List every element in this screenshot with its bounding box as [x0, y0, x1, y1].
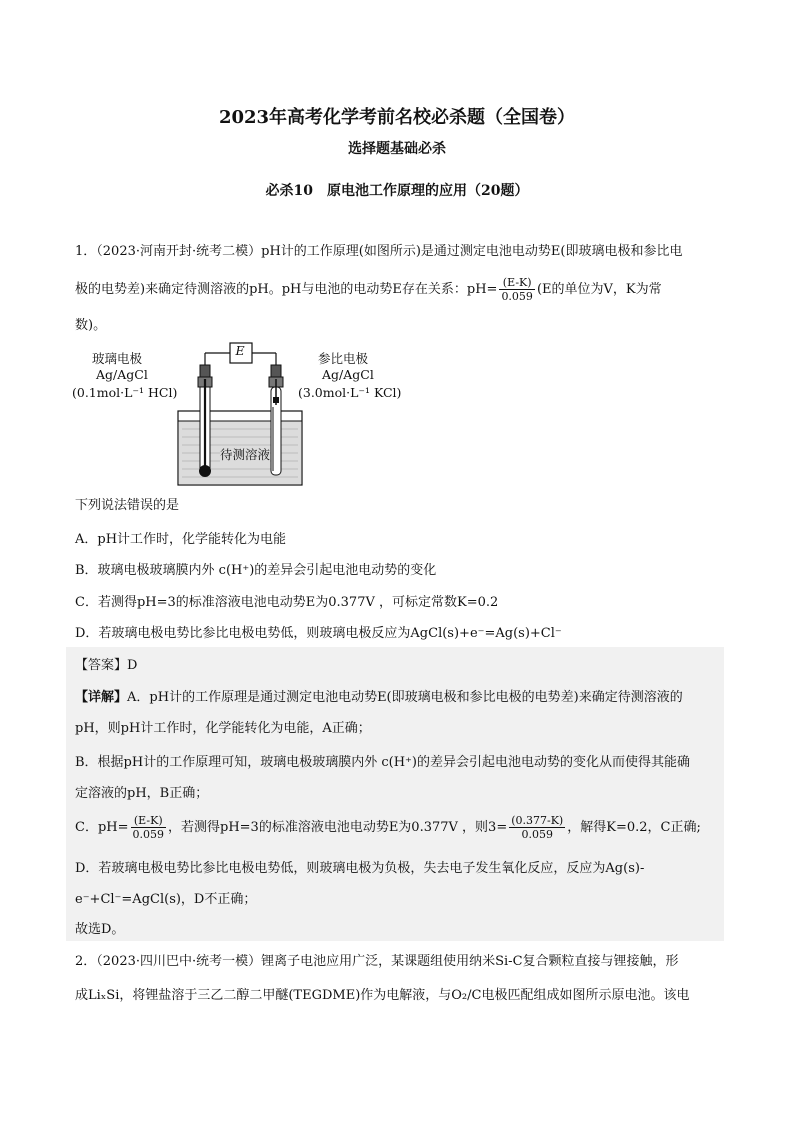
- q1-detail-line-3: B．根据pH计的工作原理可知，玻璃电极玻璃膜内外 c(H⁺)的差异会引起电池电动势的变化从而使得其能确: [75, 755, 690, 770]
- detail-text-1: A．pH计的工作原理是通过测定电池电动势E(即玻璃电极和参比电极的电势差)来确定待测溶液的: [127, 690, 683, 705]
- q1-option-b: B．玻璃电极玻璃膜内外 c(H⁺)的差异会引起电池电动势的变化: [75, 563, 437, 578]
- fraction-denominator: 0.059: [501, 290, 533, 303]
- fraction-denominator: 0.059: [521, 828, 553, 841]
- detail-5-text-a: C．pH=: [75, 820, 129, 835]
- detail-5-text-c: ，解得K=0.2，C正确;: [567, 820, 701, 835]
- fraction-numerator: (0.377-K): [511, 814, 564, 827]
- q1-stem-line-1: 1．（2023·河南开封·统考二模）pH计的工作原理(如图所示)是通过测定电池电动势E(即玻璃电极和参比电: [75, 244, 683, 259]
- q2-line-1: 2．（2023·四川巴中·统考一模）锂离子电池应用广泛，某课题组使用纳米Si-C复合颗粒直接与锂接触，形: [75, 954, 679, 969]
- fraction-numerator: (E-K): [499, 276, 535, 290]
- q1-detail-line-8: 故选D。: [75, 922, 125, 937]
- q1-answer: 【答案】D: [75, 658, 138, 673]
- q1-option-c: C．若测得pH=3的标准溶液电池电动势E为0.377V ，可标定常数K=0.2: [75, 595, 499, 610]
- detail-5-fraction-1: [131, 814, 167, 841]
- q1-option-a: A．pH计工作时，化学能转化为电能: [75, 532, 287, 547]
- q1-detail-line-1: [75, 686, 723, 705]
- glass-electrode-material: Ag/AgCl: [96, 367, 148, 382]
- emf-label: E: [235, 343, 245, 358]
- reference-electrode-label: 参比电极: [318, 351, 369, 366]
- q1-detail-line-6: D．若玻璃电极电势比参比电极电势低，则玻璃电极为负极，失去电子发生氧化反应，反应为Ag(s)-: [75, 861, 645, 876]
- solution-label: 待测溶液: [220, 447, 271, 462]
- detail-5-text-b: ，若测得pH=3的标准溶液电池电动势E为0.377V ，则3=: [168, 820, 508, 835]
- section-heading: 必杀10 原电池工作原理的应用（20题）: [265, 183, 529, 199]
- q1-detail-line-4: 定溶液的pH，B正确；: [75, 786, 209, 801]
- reference-electrode-solution: (3.0mol·L⁻¹ KCl): [298, 385, 402, 400]
- detail-5-fraction-2: [509, 814, 565, 841]
- glass-electrode-solution: (0.1mol·L⁻¹ HCl): [72, 385, 178, 400]
- q1-option-d: D．若玻璃电极电势比参比电极电势低，则玻璃电极反应为AgCl(s)+e⁻=Ag(s)+Cl⁻: [75, 626, 562, 641]
- q1-stem-line-2: [75, 276, 723, 303]
- q1-stem-text-b: (E的单位为V，K为常: [536, 282, 662, 297]
- q1-detail-line-2: pH，则pH计工作时，化学能转化为电能，A正确；: [75, 721, 371, 736]
- ph-meter-figure: [72, 337, 412, 487]
- q1-detail-line-5: [75, 814, 723, 841]
- reference-electrode-material: Ag/AgCl: [322, 367, 374, 382]
- q2-line-2: 成LiₓSi，将锂盐溶于三乙二醇二甲醚(TEGDME)作为电解液，与O₂/C电极匹配组成如图所示原电池。该电: [75, 988, 690, 1003]
- q1-detail-line-7: e⁻+Cl⁻=AgCl(s)，D不正确；: [75, 892, 257, 907]
- q1-prompt: 下列说法错误的是: [75, 498, 180, 513]
- page-title: 2023年高考化学考前名校必杀题（全国卷）: [218, 107, 576, 128]
- detail-tag: 【详解】: [75, 690, 128, 705]
- page-subtitle: 选择题基础必杀: [348, 141, 446, 157]
- glass-electrode-label: 玻璃电极: [92, 351, 143, 366]
- q1-stem-text-a: 极的电势差)来确定待测溶液的pH。pH与电池的电动势E存在关系：pH=: [75, 282, 498, 297]
- q1-stem-fraction: [499, 276, 535, 303]
- q1-stem-line-3: 数)。: [75, 318, 107, 333]
- fraction-numerator: (E-K): [131, 814, 167, 828]
- fraction-denominator: 0.059: [132, 828, 164, 841]
